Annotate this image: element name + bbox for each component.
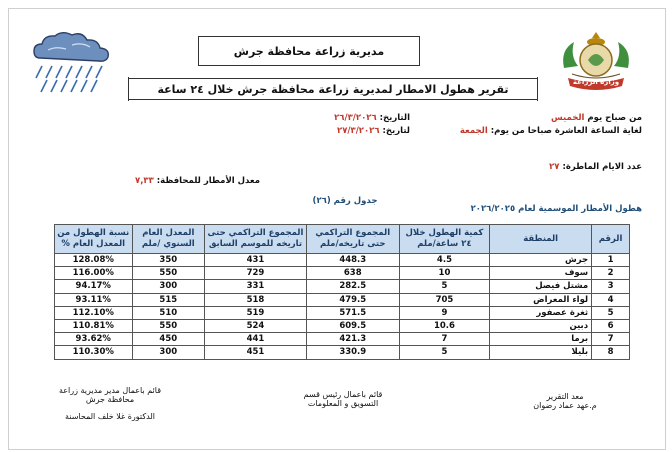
from-label: من صباح يوم: [587, 113, 642, 123]
rainy-days-label: عدد الايام الماطرة:: [562, 162, 642, 172]
cell-24h: 4.5: [399, 254, 490, 267]
avg-value: ٧,٣٣: [135, 176, 154, 186]
cell-cumulative: 609.5: [306, 319, 399, 332]
cell-area: لواء المعراض: [490, 293, 592, 306]
cell-24h: 9: [399, 306, 490, 319]
cell-no: 3: [592, 280, 630, 293]
from-day: الخميس: [551, 113, 585, 123]
col-header-24h: كمية الهطول خلال ٢٤ ساعة/ملم: [399, 225, 490, 254]
table-header-row: [55, 225, 630, 254]
cell-24h: 5: [399, 346, 490, 359]
cell-annual-avg: 515: [132, 293, 205, 306]
cell-percent: 93.11%: [55, 293, 133, 306]
table-caption: جدول رقم (٢٦): [312, 196, 378, 206]
date-value: ٢٦/٣/٢٠٢٦: [334, 113, 377, 123]
to-date-value: ٢٧/٣/٢٠٢٦: [337, 126, 380, 136]
cell-no: 6: [592, 319, 630, 332]
cell-percent: 94.17%: [55, 280, 133, 293]
table-row: [55, 333, 630, 346]
cell-cumulative: 448.3: [306, 254, 399, 267]
governorate-average: [80, 176, 260, 186]
col-header-no: الرقم: [592, 225, 630, 254]
cell-annual-avg: 550: [132, 319, 205, 332]
cell-cumulative: 421.3: [306, 333, 399, 346]
cell-prev-season: 729: [205, 267, 307, 280]
ministry-logo: [552, 28, 640, 96]
cell-no: 5: [592, 306, 630, 319]
cell-24h: 10.6: [399, 319, 490, 332]
marketing-signature: [278, 390, 408, 408]
cell-prev-season: 524: [205, 319, 307, 332]
report-title: [128, 78, 538, 100]
to-day: الجمعة: [459, 126, 488, 136]
cell-no: 1: [592, 254, 630, 267]
cell-no: 4: [592, 293, 630, 306]
cell-area: دبين: [490, 319, 592, 332]
cell-percent: 116.00%: [55, 267, 133, 280]
director-name: الدكتورة غلا خلف المحاسنة: [64, 412, 156, 421]
to-label: لغاية الساعة العاشرة صباحا من يوم:: [490, 126, 642, 136]
col-header-area: المنطقة: [490, 225, 592, 254]
marketing-line1: قائم باعمال رئيس قسم: [303, 390, 383, 399]
directorate-title: مديرية زراعة محافظة جرش: [198, 36, 420, 66]
cell-area: مشتل فيصل: [490, 280, 592, 293]
cell-cumulative: 638: [306, 267, 399, 280]
col-header-annual-avg: المعدل العام السنوي /ملم: [132, 225, 205, 254]
cell-annual-avg: 550: [132, 267, 205, 280]
cell-percent: 128.08%: [55, 254, 133, 267]
cell-24h: 10: [399, 267, 490, 280]
cell-percent: 93.62%: [55, 333, 133, 346]
cell-cumulative: 571.5: [306, 306, 399, 319]
cell-percent: 110.81%: [55, 319, 133, 332]
preparer-signature: [510, 392, 620, 410]
cell-24h: 7: [399, 333, 490, 346]
cell-annual-avg: 300: [132, 346, 205, 359]
rainfall-table: [54, 224, 630, 360]
season-caption: هطول الأمطار الموسمية لعام ٢٠٢٦/٢٠٢٥: [470, 204, 642, 214]
cell-annual-avg: 350: [132, 254, 205, 267]
table-row: [55, 254, 630, 267]
table-row: [55, 306, 630, 319]
cell-no: 2: [592, 267, 630, 280]
rainy-days: [502, 162, 642, 172]
cell-prev-season: 518: [205, 293, 307, 306]
cell-annual-avg: 450: [132, 333, 205, 346]
cell-cumulative: 282.5: [306, 280, 399, 293]
cell-area: ثغرة عصفور: [490, 306, 592, 319]
col-header-prev-season: المجموع التراكمي حتى تاريخه للموسم السابق: [205, 225, 307, 254]
period-from: [442, 113, 642, 123]
rainy-days-value: ٢٧: [549, 162, 560, 172]
preparer-title: معد التقرير: [546, 392, 584, 401]
report-title-text: تقرير هطول الامطار لمديرية زراعة محافظة جرش خلال ٢٤ ساعة: [157, 82, 509, 96]
cell-prev-season: 331: [205, 280, 307, 293]
cell-24h: 5: [399, 280, 490, 293]
logo-text: وزارة الزراعة: [572, 78, 620, 86]
cell-prev-season: 441: [205, 333, 307, 346]
director-line2: محافظة جرش: [85, 395, 135, 404]
date-from: [300, 113, 410, 123]
table-row: [55, 267, 630, 280]
cell-area: بليلا: [490, 346, 592, 359]
cell-cumulative: 330.9: [306, 346, 399, 359]
marketing-line2: التسويق و المعلومات: [307, 399, 379, 408]
table-row: [55, 280, 630, 293]
cell-no: 7: [592, 333, 630, 346]
cell-percent: 110.30%: [55, 346, 133, 359]
table-row: [55, 319, 630, 332]
table-row: [55, 346, 630, 359]
cell-cumulative: 479.5: [306, 293, 399, 306]
cell-annual-avg: 300: [132, 280, 205, 293]
cell-prev-season: 451: [205, 346, 307, 359]
col-header-percent: نسبة الهطول من المعدل العام %: [55, 225, 133, 254]
cell-percent: 112.10%: [55, 306, 133, 319]
cell-annual-avg: 510: [132, 306, 205, 319]
col-header-cumulative: المجموع التراكمي حتى تاريخه/ملم: [306, 225, 399, 254]
date-to: [300, 126, 410, 136]
cell-no: 8: [592, 346, 630, 359]
cell-area: سوف: [490, 267, 592, 280]
period-to: [422, 126, 642, 136]
cell-area: جرش: [490, 254, 592, 267]
preparer-name: م.عهد عماد رضوان: [533, 401, 597, 410]
to-date-label: لتاريخ:: [382, 126, 410, 136]
cell-prev-season: 519: [205, 306, 307, 319]
avg-label: معدل الأمطار للمحافظة:: [156, 176, 260, 186]
rain-cloud-icon: [26, 28, 118, 96]
director-signature: [40, 386, 180, 421]
cell-area: برما: [490, 333, 592, 346]
cell-prev-season: 431: [205, 254, 307, 267]
cell-24h: 705: [399, 293, 490, 306]
director-line1: قائم باعمال مدير مديرية زراعة: [58, 386, 162, 395]
date-label: التاريخ:: [379, 113, 410, 123]
table-row: [55, 293, 630, 306]
